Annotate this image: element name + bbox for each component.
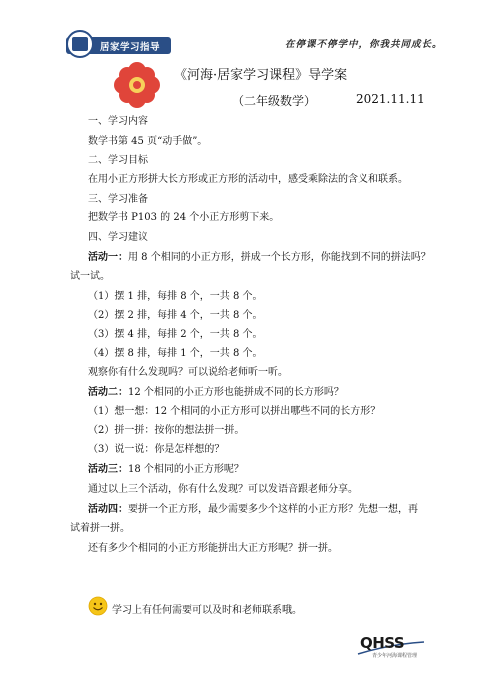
list-item: （1）摆 1 排，每排 8 个，一共 8 个。 bbox=[88, 291, 263, 302]
header-slogan: 在停课不停学中，你我共同成长。 bbox=[285, 39, 443, 50]
list-item: （1）想一想：12 个相同的小正方形可以拼出哪些不同的长方形？ bbox=[88, 406, 381, 417]
observe-prompt: 观察你有什么发现吗？可以说给老师听一听。 bbox=[88, 367, 288, 378]
summary-prompt: 通过以上三个活动，你有什么发现？可以发语音跟老师分享。 bbox=[88, 484, 358, 495]
section-heading: 二、学习目标 bbox=[88, 155, 148, 166]
activity-1-continuation: 试一试。 bbox=[70, 271, 110, 282]
flower-icon bbox=[112, 60, 162, 110]
section-body: 数学书第 45 页“动手做”。 bbox=[88, 136, 208, 147]
activity-4-continuation: 试着拼一拼。 bbox=[70, 523, 130, 534]
section-heading: 三、学习准备 bbox=[88, 194, 148, 205]
section-body: 在用小正方形拼大长方形或正方形的活动中，感受乘除法的含义和联系。 bbox=[88, 174, 408, 185]
document-title: 《河海·居家学习课程》导学案 bbox=[174, 68, 348, 83]
section-heading: 一、学习内容 bbox=[88, 116, 148, 127]
header-badge-label: 居家学习指导 bbox=[100, 42, 161, 53]
activity-3 bbox=[88, 464, 244, 476]
list-item: （3）说一说：你是怎样想的？ bbox=[88, 444, 225, 455]
document-subtitle: （二年级数学） bbox=[232, 94, 317, 108]
activity-3-label: 活动三： bbox=[88, 464, 128, 475]
activity-2-label: 活动二： bbox=[88, 387, 128, 398]
list-item: （3）摆 4 排，每排 2 个，一共 8 个。 bbox=[88, 329, 263, 340]
activity-2 bbox=[88, 387, 344, 399]
activity-3-text: 18 个相同的小正方形呢？ bbox=[128, 464, 244, 475]
qhss-logo: QHSS bbox=[360, 634, 405, 652]
list-item: （4）摆 8 排，每排 1 个，一共 8 个。 bbox=[88, 348, 263, 359]
section-body: 把数学书 P103 的 24 个小正方形剪下来。 bbox=[88, 212, 280, 223]
activity-4-text: 要拼一个正方形，最少需要多少个这样的小正方形？先想一想，再 bbox=[128, 504, 418, 515]
section-heading: 四、学习建议 bbox=[88, 232, 148, 243]
activity-1-text: 用 8 个相同的小正方形，拼成一个长方形，你能找到不同的拼法吗？ bbox=[128, 252, 431, 263]
footer-note: 学习上有任何需要可以及时和老师联系哦。 bbox=[112, 605, 302, 616]
document-date: 2021.11.11 bbox=[356, 92, 425, 106]
activity-4 bbox=[88, 504, 418, 516]
school-logo-icon bbox=[66, 30, 94, 58]
list-item: （2）拼一拼：按你的想法拼一拼。 bbox=[88, 425, 245, 436]
activity-2-text: 12 个相同的小正方形也能拼成不同的长方形吗？ bbox=[128, 387, 344, 398]
list-item: （2）摆 2 排，每排 4 个，一共 8 个。 bbox=[88, 310, 263, 321]
activity-4-label: 活动四： bbox=[88, 504, 128, 515]
activity-1-label: 活动一： bbox=[88, 252, 128, 263]
qhss-logo-subtext: 青少年河海课程管理 bbox=[372, 653, 418, 659]
smiley-icon bbox=[88, 596, 108, 616]
final-question: 还有多少个相同的小正方形能拼出大正方形呢？拼一拼。 bbox=[88, 543, 338, 554]
activity-1 bbox=[88, 252, 431, 264]
